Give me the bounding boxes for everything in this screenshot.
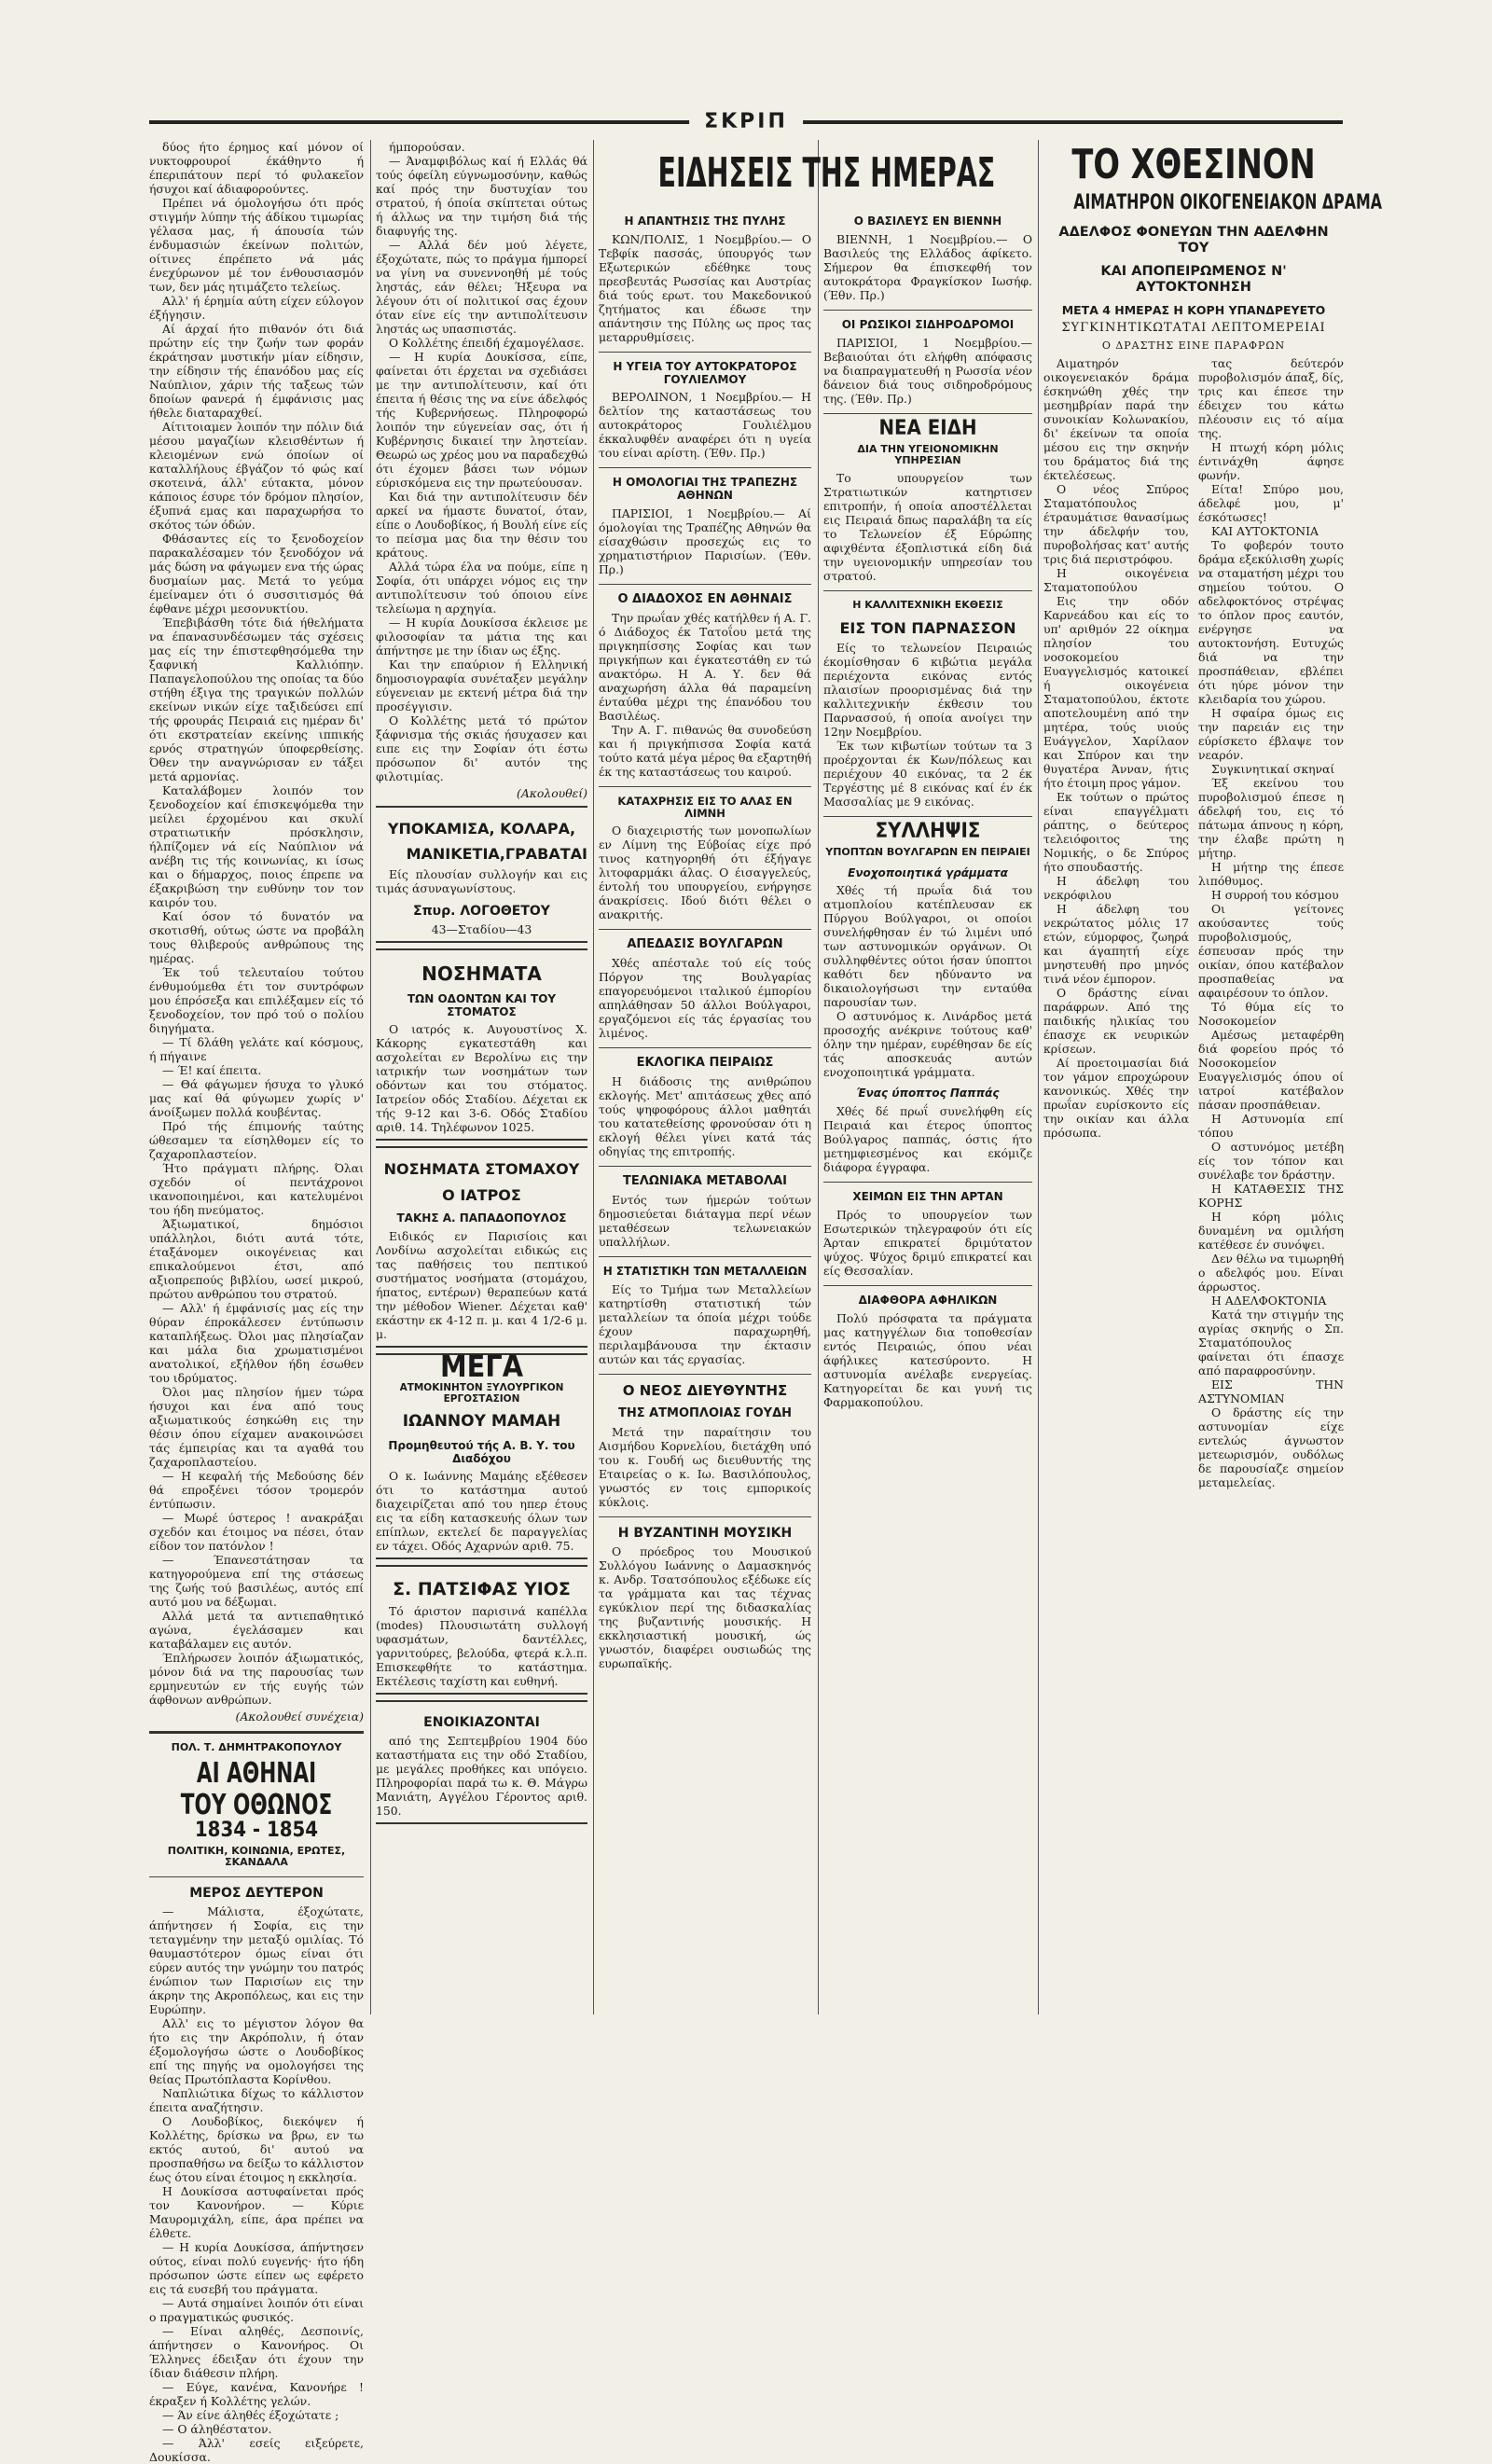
headline: Ο ΒΑΣΙΛΕΥΣ ΕΝ ΒΙΕΝΝΗ xyxy=(853,215,1002,228)
headline: ΟΙ ΡΩΣΙΚΟΙ ΣΙΔΗΡΟΔΡΟΜΟΙ xyxy=(841,317,1015,331)
article-text: Την Α. Γ. πιθανώς θα συνοδεύση και ή πριγκήπισσα Σοφία κατά τούτο κατά μέγα μέρος θα εξαρτηθή έκ της καταστάσεως του καιρού. xyxy=(599,722,811,779)
paragraph: ΚΑΙ ΑΥΤΟΚΤΟΝΙΑ xyxy=(1211,524,1319,539)
article-text: Είς το Τμήμα των Μεταλλείων κατηρτίσθη στατιστική τών μεταλλείων τα όποία μέχρι τούδε έχουν παραχωρηθή, περιλαμβάνουσα την έκτασιν αυτών και τάς εργασίας. xyxy=(599,1281,811,1366)
headline: ΚΑΤΑΧΡΗΣΙΣ ΕΙΣ ΤΟ ΑΛΑΣ ΕΝ ΛΙΜΝΗ xyxy=(617,794,793,821)
ad-patsifas xyxy=(376,1565,587,1695)
paragraph: Έπεβιβάσθη τότε διά ήθελήματα να έπανασυνδέσωμεν τάς σχέσεις μας είς την έπιστεφθησόμεθα την ξαφνική Καλλιόπην. Παπαγελοπούλου της οποίας τα δύο στήθη έξιγα της τραγικών πολλών εκείνων νικών είχε ταξιδεύσει επί τής φρουράς Πειραιά εις ημέραν δι' ότι εκστρατείαν εκείνης ιππικής ερνός στρατηγών ύποφερθείσης. Όθεν την αναγνώρισαν εν τάξει μετά αρμονίας. xyxy=(149,616,364,783)
paragraph: Ο Λουδοβίκος, διεκόψεν ή Κολλέτης, δρίσκω να βρω, εν τω εκτός αυτού, δι' αυτού να προσπαθήσω να δείξω το κάλλιστον έως ότου είναι έτοιμος η εκκλησία. xyxy=(149,2114,364,2185)
news-banner xyxy=(597,145,1033,201)
paragraph: Η ΑΔΕΛΦΟΚΤΟΝΙΑ xyxy=(1211,1294,1327,1308)
ad-text: Τό άριστον παρισινά καπέλλα (modes) Πλουσιωτάτη συλλογή υφασμάτων, δαντέλλες, γαρνιτούρες, βελούδα, φτερά κ.λ.π. Επισκεφθήτε το κατάστημα. Εκτέλεσις ταχίστη και ευθηνή. xyxy=(376,1604,587,1689)
ad-rent xyxy=(376,1700,587,1824)
paragraph: Αλλ' εις το μέγιστον λόγον θα ήτο εις την Ακρόπολιν, ή όταν έξομολογήσω ώστε ο Λουδοβίκος επί της πηγής να ομολογήσει της θείας Πρωτόπλαστα Κορίνθου. xyxy=(149,2016,364,2087)
paragraph: Συγκινητικαί σκηναί xyxy=(1211,762,1335,777)
paragraph: Έπλήρωσεν λοιπόν άξιωματικός, μόνον διά να της παρουσίας των ερμηνευτών εν τής ευγής τών άφθονων ανθρώπων. xyxy=(149,1651,364,1707)
paragraph: ΕΙΣ ΤΗΝ ΑΣΤΥΝΟΜΙΑΝ xyxy=(1198,1377,1344,1406)
ad-title: ΝΟΣΗΜΑΤΑ ΣΤΟΜΑΧΟΥ xyxy=(383,1160,580,1179)
article-text: Την πρωΐαν χθές κατήλθεν ή Α. Γ. ό Διάδοχος έκ Τατοΐου μετά της πριγκηπίσσης Σοφίας και των πριγκήπων και έγκατεστάθη εν τώ ανακτόρω. Η Α. Υ. δεν θά αναχωρήση άλλα θά παραμείνη ένταύθα μέχρι της έπανόδου του Βασιλέως. xyxy=(599,610,811,723)
paragraph: — Μωρέ ύστερος ! ανακράξαι σχεδόν και έτοιμος να πέσει, όταν είδον τον πατόνλον ! xyxy=(149,1511,364,1553)
paragraph: — Αλλά δέν μού λέγετε, έξοχώτατε, πώς το πράγμα ήμπορεί να γίνη να συνεννοηθή μέ τούς ληστάς, εάν θέλει; Ήξευρα να λέγουν ότι οί πολιτικοί σας έχουν όταν είνε είς την αντιπολίτευσιν ληστάς ως υπασπιστάς. xyxy=(376,238,587,336)
paragraph: — Άναμφιβόλως καί ή Ελλάς θά τούς όφείλη εύγνωμοσύνην, καθώς καί πρός την δυστυχίαν του στρατού, ή όποία σκίπτεται ούτως ή άλλως να την τιμήση διά τής διαφυγής της. xyxy=(376,154,587,238)
article-text: Χθές τή πρωΐα διά του ατμοπλοίου κατέπλευσαν εκ Πύργου Βούλγαροι, οι οποίοι συνελήφθησαν έν τώ λιμένι υπό των αστυνομικών οργάνων. Οι συλληφθέντες ούτοι ήσαν ύποπτοι καθότι δεν ηδύναντο να δικαιολογήσωσι την ενταύθα παρουσίαν των. xyxy=(823,883,1032,1010)
headline: Ο ΔΙΑΔΟΧΟΣ ΕΝ ΑΘΗΝΑΙΣ xyxy=(617,591,793,606)
news-banner-title: ΕΙΔΗΣΕΙΣ ΤΗΣ ΗΜΕΡΑΣ xyxy=(657,149,996,197)
paragraph: Ναπλιώτικα δίχως το κάλλιστον έπειτα αναζήτησιν. xyxy=(149,2086,364,2115)
article-text: Έκ των κιβωτίων τούτων τα 3 προέρχονται έκ Κων/πόλεως και περιέχουν 40 εικόνας, τα 2 έκ Τεργέστης μέ 8 εικόνας καί έν έκ Μασσαλίας με 9 εικόνας. xyxy=(823,738,1032,809)
headline: Η ΚΑΛΛΙΤΕΧΝΙΚΗ ΕΚΘΕΣΙΣ xyxy=(852,598,1003,611)
ad-address: 43—Σταδίου—43 xyxy=(431,921,532,936)
paragraph: Το φοβερόν τουτο δράμα εξεκύλισθη χωρίς να σταματήση μέχρι του σημείου τούτου. Ο αδελφοκτόνος στρέψας το όπλον προς εαυτόν, ενέργησε να αυτοκτονήση. Ευτυχώς διά να την προσπάθειαν, εβλέπει ότι ηύρε μόνον την κλειδαρία του χώρου. xyxy=(1198,538,1344,707)
ad-dentist xyxy=(376,948,587,1142)
paragraph: Ο δράστης είναι παράφρων. Από της παιδικής ηλικίας του έπασχε εκ νευρικών κρίσεων. xyxy=(1043,986,1189,1057)
ad-subtitle: Προμηθευτού τής Α. Β. Υ. του Διαδόχου xyxy=(388,1438,575,1465)
masthead-title: ΣΚΡΙΠ xyxy=(689,110,803,133)
paragraph: Έξ εκείνου του πυροβολισμού έπεσε η άδελφή του, εις τό πάτωμα άπνους η κόρη, την έλαβε πρώτη η μήτηρ. xyxy=(1198,776,1344,861)
headline: Ένας ύποπτος Παππάς xyxy=(856,1087,1000,1100)
article-text: Ο αστυνόμος κ. Λινάρδος μετά προσοχής ανέκρινε τούτους καθ' όλην την ημέραν, ευρέθησαν δε είς τάς αποσκευάς αυτών ενοχοποιητικά γράμματα. xyxy=(823,1009,1032,1080)
paragraph: Η άδελφη του νεκρόφιλου xyxy=(1043,874,1189,903)
headline: Η ΥΓΕΙΑ ΤΟΥ ΑΥΤΟΚΡΑΤΟΡΟΣ ΓΟΥΛΙΕΛΜΟΥ xyxy=(613,359,797,386)
ad-text: Είς πλουσίαν συλλογήν και εις τιμάς άσυναγωνίστους. xyxy=(376,866,587,895)
article-text: ΚΩΝ/ΠΟΛΙΣ, 1 Νοεμβρίου.— Ο Τεβφίκ πασσάς, ύπουργός των Εξωτερικών εδέθηκε τους πρεσβευτάς Ρωσσίας και Αυστρίας διά τούς ερωτ. του Μακεδονικού ζητήματος και έδωσε την απάντησιν της Πύλης ως προς τας μεταρρυθμίσεις. xyxy=(599,231,811,344)
serial-subtitle: ΠΟΛΙΤΙΚΗ, ΚΟΙΝΩΝΙΑ, ΕΡΩΤΕΣ, ΣΚΑΝΔΑΛΑ xyxy=(167,1844,346,1869)
article-text: Η διάδοσις της ανιθρώπου εκλογής. Μετ' απιτάσεως χθες από τούς ψηφοφόρους άλλοι μαθητάι του κατατεθείσης φρονούσαν ότι η εκλογή θέλει γίνει κατά τάς οδηγίας της επιτροπής. xyxy=(599,1074,811,1159)
paragraph: Φθάσαντες είς το ξενοδοχείον παρακαλέσαμεν τόν ξενοδόχον νά μάς δώση να φάγωμεν ενα τής ώρας δυσμαίων μας. Μετά το γεύμα έμείναμεν ότι ό συσσιτισμός θά έφθανε μέχρι μεσονυκτίου. xyxy=(149,532,364,616)
paragraph: Αί άρχαί ήτο πιθανόν ότι διά πρώτην είς την ζωήν των φοράν έκράτησαν μυστικήν μίαν είδησιν, την είδησιν τής έπανόδου μας είς Ναύπλιον, χάριν τής ταξεως τών δποίων φανερά ή έμφάνισις μας ήθελε διαταραχθεί. xyxy=(149,322,364,420)
paragraph: — Αυτά σημαίνει λοιπόν ότι είναι ο πραγματικώς φυσικός. xyxy=(149,2296,364,2325)
ad-shirts xyxy=(376,806,587,943)
ad-name: Σπυρ. ΛΟΓΟΘΕΤΟΥ xyxy=(413,903,550,919)
paragraph: Κατά την στιγμήν της αγρίας σκηνής ο Σπ. Σταματόπουλος φαίνεται ότι έπασχε από παραφροσύνην. xyxy=(1198,1308,1344,1378)
paragraph: Και την επαύριον ή Ελληνική δημοσιογραφία συνέταξεν μεγάλην εύγενειαν με εκτενή μέτρα διά την προσέγγισιν. xyxy=(376,658,587,713)
article-text: Πρός το υπουργείον των Εσωτερικών τηλεγραφούν ότι είς Άρταν επικρατεί δριμύτατον ψύχος. Ψύχος δριμύ επικρατεί και είς Θεσσαλίαν. xyxy=(823,1207,1032,1278)
paragraph: Η Δουκίσσα αστυφαίνεται πρός τον Κανονήρον. — Κύριε Μαυρομιχάλη, είπε, άρα πρέπει να έλθετε. xyxy=(149,2184,364,2241)
headline: ΑΠΕΔΑΣΙΣ ΒΟΥΛΓΑΡΩΝ xyxy=(627,937,783,952)
paragraph: — Η κυρία Δουκίσσα, άπήντησεν ούτος, είναι πολύ ευγενής· ήτο ήδη πρόσωπον ώστε είπεν ως εφέρετο εις τά ευσεβή του πράγματα. xyxy=(149,2240,364,2297)
headline: ΔΙΑΦΘΟΡΑ ΑΦΗΛΙΚΩΝ xyxy=(858,1293,998,1307)
column-divider xyxy=(370,140,371,2014)
article-text: Είς το τελωνείον Πειραιώς έκομίσθησαν 6 κιβώτια μεγάλα περιέχοντα εικόνας εντός πλαισίων προορισμένας διά την καλλιτεχνικήν έκθεσιν του Παρνασσού, ή οποία ανοίγει την 12ην Νοεμβρίου. xyxy=(823,640,1032,739)
paragraph: Αμέσως μεταφέρθη διά φορείου πρός τό Νοσοκομείον Ευαγγελισμός όπου οί ιατροί κατέβαλον πάσαν προσπάθειαν. xyxy=(1198,1028,1344,1113)
paragraph: τας δεύτερόν πυροβολισμόν άπαξ, δίς, τρις και έπεσε την έδειχεν του κάτω πλέουσιν εις τό αίμα της. xyxy=(1198,356,1344,441)
ad-title: ΕΝΟΙΚΙΑΖΟΝΤΑΙ xyxy=(423,1715,540,1731)
headline: Η ΑΠΑΝΤΗΣΙΣ ΤΗΣ ΠΥΛΗΣ xyxy=(624,215,786,228)
paragraph: — Έπανεστάτησαν τα κατηγορούμενα επί της στάσεως της ζωής τού βασιλέως, αυτός επί αυτό μου να δέξωμαι. xyxy=(149,1553,364,1609)
paragraph: — Θά φάγωμεν ήσυχα το γλυκό μας καί θά φύγωμεν χωρίς ν' άνοίξωμεν πολλά κουβέντας. xyxy=(149,1077,364,1119)
lead-headline: ΜΕΤΑ 4 ΗΜΕΡΑΣ Η ΚΟΡΗ ΥΠΑΝΔΡΕΥΕΤΟ xyxy=(1061,302,1326,317)
article-text: Χθές δέ πρωΐ συνελήφθη είς Πειραιά και έτερος ύποπτος Βούλγαρος παππάς, όστις ήτο μετημφιεσμένος και εκόμιζε διάφορα έγγραφα. xyxy=(823,1104,1032,1175)
paragraph: Άξιωματικοί, δημόσιοι υπάλληλοι, διότι αυτά τότε, έταξάνομεν οικογένειας και επικαλούμενοι έτσι, από αξιοπρεπούς βιβλίου, ωσεί μικρού, πρώτου ανθρώπου του στρατού. xyxy=(149,1217,364,1301)
paragraph: — Μάλιστα, έξοχώτατε, άπήντησεν ή Σοφία, εις την τεταγμένην την μεταξύ ομιλίας. Τό θαυμαστότερον όμως είναι ότι εύρεν αυτός την γνώμην του πατρός ένώπιον των Παρισίων εις την άκρην της Ακροπόλεως, και εις την Ευρώπην. xyxy=(149,1904,364,2017)
paragraph: — Η κυρία Δουκίσσα έκλεισε με φιλοσοφίαν τα μάτια της και άπήντησε με την ίδιαν ως έξης. xyxy=(376,616,587,658)
paragraph: Εκ τούτων ο πρώτος είναι επαγγέλματι ράπτης, ο δεύτερος τελειόφοιτος της Νομικής, ο δε Σπύρος ήτο σπουδαστής. xyxy=(1043,790,1189,875)
column-2 xyxy=(376,140,587,2014)
paragraph: Ο νέος Σπύρος Σταματόπουλος έτραυμάτισε θανασίμως την άδελφήν του, πυροβολήσας κατ' αυτής τρις διά περιστρόφου. xyxy=(1043,482,1189,567)
article-text: Ο διαχειριστής των μονοπωλίων εν Λίμνη της Εύβοίας είχε πρό τινος κατηγορηθή ότι έξήγαγε λιτοφαρμάκι άλας. Ο έισαγγελεύς, έντολή του υπουργείου, ενήργησε άνακρίσεις. Ιδού διότι θέλει ο ανακριτής. xyxy=(599,824,811,922)
article-text: Χθές απέσταλε τού είς τούς Πόργον της Βουλγαρίας επαγορευόμενοι ιταλικού έμπορίου απηλάθησαν 50 άλλοι Βούλγαροι, εργαζόμενοι είς τάς έργασίας του λιμένος. xyxy=(599,956,811,1041)
paragraph: ήμπορούσαν. xyxy=(389,140,465,154)
lead-headline: ΣΥΓΚΙΝΗΤΙΚΩΤΑΤΑΙ ΛΕΠΤΟΜΕΡΕΙΑΙ xyxy=(1061,321,1326,336)
paragraph: Αλλ' ή έρημία αύτη είχεν εύλογον έξήγησιν. xyxy=(149,294,364,322)
paragraph: Η κόρη μόλις δυναμένη να ομιλήση κατέθεσε έν συνόψει. xyxy=(1198,1210,1344,1253)
paragraph: — Η κεφαλή τής Μεδούσης δέν θά επροξένει τόσον τρομερόν έντύπωσιν. xyxy=(149,1469,364,1511)
headline: Η ΣΤΑΤΙΣΤΙΚΗ ΤΩΝ ΜΕΤΑΛΛΕΙΩΝ xyxy=(602,1265,808,1279)
ad-title: ΜΑΝΙΚΕΤΙΑ,ΓΡΑΒΑΤΑΙ xyxy=(406,845,587,864)
paragraph: — Η κυρία Δουκίσσα, είπε, φαίνεται ότι έρχεται να σχεδιάσει με την αντιπολίτευσιν, καί ότι έπειτα ή θέσις της να είνε άδελφός τής Κυβερνήσεως. Πληροφορώ λοιπόν την εύγενείαν σας, ότι ή Κυβέρνησις δικαιεί την ληστείαν. Θεωρώ ως χρέος μου να παραδεχθώ ότι έχομεν βάσει των νόμων εύρισκόμενα εις την πρωτεύουσαν. xyxy=(376,350,587,490)
paragraph: δύος ήτο έρημος καί μόνον οί νυκτοφρουροί έκάθηντο ή έπεριπάτουν περί τό φυλακεῖον ήσυχοι καί άδιαφορούντες. xyxy=(149,140,364,196)
paragraph: Είτα! Σπύρο μου, άδελφέ μου, μ' έσκότωσες! xyxy=(1198,482,1344,525)
ad-title: ΝΟΣΗΜΑΤΑ xyxy=(421,962,542,985)
paragraph: Έκ τοΰ τελευταίου τούτου ένθυμούμεθα έτι τον συντρόφων μου έπρόσεξα και επιλέξαμεν είς τό ξενοδοχείον, τον πρό τού ο πολίου διηγήματα. xyxy=(149,965,364,1035)
headline: Ενοχοποιητικά γράμματα xyxy=(848,865,1008,879)
paragraph: — Άλλ' εσείς ειξεύρετε, Δουκίσσα. xyxy=(149,2436,364,2464)
article-text: ΠΑΡΙΣΙΟΙ, 1 Νοεμβρίου.— Βεβαιούται ότι ελήφθη απόφασις να διαπραγματευθή η Ρωσσία νέον δάνειον διά τους σιδηροδρόμους της. (Έθν. Πρ.) xyxy=(823,335,1032,406)
ad-title: Σ. ΠΑΤΣΙΦΑΣ ΥΙΟΣ xyxy=(393,1579,571,1600)
paragraph: Η οικογένεια Σταματοπούλου xyxy=(1043,566,1189,595)
paragraph: Καί όσον τό δυνατόν να σκοτισθή, ούτως ώστε να προβάλη τους θλιβερούς ανθρώπους της ημέρας. xyxy=(149,909,364,965)
paragraph: Ο αστυνόμος μετέβη είς τον τόπον και συνέλαβε τον δράστην. xyxy=(1198,1140,1344,1183)
column-4 xyxy=(823,207,1032,2014)
headline: ΥΠΟΠΤΩΝ ΒΟΥΛΓΑΡΩΝ ΕΝ ΠΕΙΡΑΙΕΙ xyxy=(825,845,1030,858)
paragraph: — Εύγε, κανένα, Κανονήρε ! έκραξεν ή Κολλέτης γελών. xyxy=(149,2380,364,2409)
column-divider xyxy=(593,140,594,2014)
column-divider xyxy=(818,140,819,2014)
column-1 xyxy=(149,140,364,2464)
paragraph: Η πτωχή κόρη μόλις έντινάχθη άφησε φωνήν. xyxy=(1198,440,1344,483)
paragraph: Αίτιτοιαμεν λοιπόν την πόλιν διά μέσου μαγαζίων κλεισθέντων ή κλειομένων ενώ όποίων οί καταλλήλους έβγάζον τό φώς καί σκοτεινά, άλλ' εύτακτα, μόνον κάποιος έσυρε τόν δρόμον πλησίον, έξυπνά εμας και παραχωρήσα το σκότος τών όδών. xyxy=(149,420,364,532)
signature: (Ακολουθεί συνέχεια) xyxy=(235,1710,364,1723)
paragraph: Πρέπει νά όμολογήσω ότι πρός στιγμήν λύπην τής άδίκου τιμωρίας γέλασα μας, ή άπουσία τών ένδυμασιών έκείνων πολιτών, οίτινες έπρέπετο νά μάς ένεχύρωνον μέ τον ένθουσιασμόν των, δεν μάς ητιμάζετο τελείως. xyxy=(149,196,364,294)
paragraph: Καταλάβομεν λοιπόν τον ξενοδοχείον καί έπισκεψόμεθα την μείλει έρχομένου και σκυλί στρατιωτικήν πρόσκλησιν, ήλπίζομεν νά είς Ναύπλιον νά ανέβη τις τής κοινωνίας, κι ίσως και ο δήμαρχος, ποιος έπρεπε να έξακριβώση την ευθύνην τον τον καιρόν του. xyxy=(149,783,364,909)
ad-stomach xyxy=(376,1146,587,1348)
paragraph: Οι γείτονες ακούσαντες τούς πυροβολισμούς, έσπευσαν πρός την οικίαν, όπου κατέβαλον προσπαθείας να αφαιρέσουν το όπλον. xyxy=(1198,902,1344,1001)
paragraph: — Είναι αληθές, Δεσποινίς, άπήντησεν ο Κανονήρος. Οι Έλληνες έδειξαν ότι έχουν την ίδιαν διάθεσιν πλήρη. xyxy=(149,2324,364,2381)
ad-subtitle: Ο ΙΑΤΡΟΣ xyxy=(442,1185,521,1204)
signature: (Ακολουθεί) xyxy=(516,786,587,800)
paragraph: Ήτο πράγματι πλήρης. Όλαι σχεδόν οί πεντάχρονοι ικανοποιημένοι, και κατελυμένοι του ήδη πνεύματος. xyxy=(149,1161,364,1217)
paragraph: Η μήτηρ της έπεσε λιπόθυμος. xyxy=(1198,860,1344,889)
serial-part: ΜΕΡΟΣ ΔΕΥΤΕΡΟΝ xyxy=(189,1885,324,1901)
ad-subtitle: ΤΩΝ ΟΔΟΝΤΩΝ ΚΑΙ ΤΟΥ ΣΤΟΜΑΤΟΣ xyxy=(407,991,557,1018)
paragraph: Ο δράστης είς την αστυνομίαν είχε εντελώς άγνωστον μετεωρισμόν, ουδόλως δε παρουσίαζε σημείον μεταμελείας. xyxy=(1198,1405,1344,1490)
paragraph: Τό θύμα είς το Νοσοκομείον xyxy=(1198,1000,1344,1029)
headline: ΔΙΑ ΤΗΝ ΥΓΕΙΟΝΟΜΙΚΗΝ ΥΠΗΡΕΣΙΑΝ xyxy=(857,442,999,467)
paragraph: Ο Κολλέτης έπειδή έχαμογέλασε. xyxy=(389,336,585,350)
paragraph: Η συρροή του κόσμου xyxy=(1211,888,1339,903)
serial-title: ΑΙ ΑΘΗΝΑΙ ΤΟΥ ΟΘΩΝΟΣ xyxy=(180,1756,333,1821)
headline: ΕΚΛΟΓΙΚΑ ΠΕΙΡΑΙΩΣ xyxy=(636,1056,774,1071)
paragraph: Πρό τής έπιμονής ταύτης ώθεσαμεν τα είσηλθομεν είς το ζαχαροπλαστείον. xyxy=(149,1119,364,1161)
ad-name: ΤΑΚΗΣ Α. ΠΑΠΑΔΟΠΟΥΛΟΣ xyxy=(396,1211,567,1225)
paragraph: Αί προετοιμασίαι διά τον γάμον επροχώρουν κανονικώς. Χθές την πρωΐαν ευρίσκοντο είς την οικίαν και άλλα πρόσωπα. xyxy=(1043,1056,1189,1141)
article-text: Μετά την παραίτησιν του Αισμήδου Κορνελίου, διετάχθη υπό του κ. Γουδή ως διευθυντής της Εταιρείας ο κ. Ιω. Βασιλόπουλος, γνωστός εν τοις εμπορικοίς κύκλοις. xyxy=(599,1425,811,1510)
article-text: Πολύ πρόσφατα τα πράγματα μας κατηγγέλων δια τοποθεσίαν εντός Πειραιώς, όπου νέαι άφήλικες κατεσύροντο. Η αστυνομία ανέλαβε ενεργείας. Κατηγορείται δε και γυνή τις Φαρμακοπούλου. xyxy=(823,1310,1032,1409)
ad-subtitle: ΑΤΜΟΚΙΝΗΤΟΝ ΞΥΛΟΥΡΓΙΚΟΝ ΕΡΓΟΣΤΑΣΙΟΝ xyxy=(399,1382,564,1405)
headline: ΤΕΛΩΝΙΑΚΑ ΜΕΤΑΒΟΛΑΙ xyxy=(623,1174,787,1189)
article-text: Εντός των ήμερών τούτων δημοσιεύεται διάταγμα περί νέων μεταθέσεων τελωνειακών υπαλλήλων. xyxy=(599,1193,811,1250)
lead-headline: ΑΙΜΑΤΗΡΟΝ ΟΙΚΟΓΕΝΕΙΑΚΟΝ ΔΡΑΜΑ xyxy=(1073,191,1383,215)
serial-years: 1834 - 1854 xyxy=(194,1818,319,1842)
paragraph: — Τί δλάθη γελάτε καί κόσμους, ή πήγαινε xyxy=(149,1035,364,1063)
headline: Η ΒΥΖΑΝΤΙΝΗ ΜΟΥΣΙΚΗ xyxy=(617,1526,793,1542)
paragraph: Όλοι μας πλησίον ήμεν τώρα ήσυχοι και ένα από τους αξιωματικούς έσηκώθη εις την θέσιν όπου είχαμεν ανακοινώσει τάς έμπειρίας και τα αγαθά του ζαχαροπλαστείου. xyxy=(149,1385,364,1469)
lead-right xyxy=(1198,356,1344,1489)
paragraph: Η άδελφη του νεκρώτατος μόλις 17 ετών, εύμορφος, ζωηρά και άγαπητή είχε μνηστευθή προ μηνός τινά νέον έμπορον. xyxy=(1043,902,1189,987)
ad-text: Ο κ. Ιωάννης Μαμάης εξέθεσεν ότι το κατάστημα αυτού διαχειρίζεται από του ηπερ έτους εις τα είδη κατασκευής όλων των επίπλων, εκτελεί δε παραγγελίας εν τάχει. Οδός Αχαρνών αριθ. 75. xyxy=(376,1469,587,1554)
column-divider xyxy=(1038,140,1039,2014)
paragraph: — Αλλ' ή έμφάνισίς μας είς την θύραν έπροκάλεσεν έντύπωσιν καταπλήξεως. Όλοι μας πλησίαζαν και μάλα δια χρωματισμένοι ανατολικοί, εξήλθον ήδη έσωθεν του ιδρύματος. xyxy=(149,1301,364,1385)
paragraph: — Έ! καί έπειτα. xyxy=(162,1063,262,1077)
paragraph: Και διά την αντιπολίτευσιν δέν αρκεί να ήμαστε δυνατοί, όταν, είπε ο Λουδοβίκος, ή Βουλή είνε είς το πείσμα μας δια την θέσιν του κράτους. xyxy=(376,490,587,560)
column-5 xyxy=(1043,140,1383,2014)
paragraph: Εις την οδόν Καρνεάδου και είς το υπ' αριθμόν 22 οίκημα πλησίον του νοσοκομείου Ευαγγελισμός κατοικεί ή οικογένεια Σταματοπούλου, έκτοτε αποτελουμένη από την μητέρα, τούς υιούς Ευάγγελον, Χαρίλαον και Σπύρον και την θυγατέρα Άνναν, ήτις ήτο έτοιμη προς γάμον. xyxy=(1043,594,1189,791)
masthead xyxy=(149,110,1343,134)
article-text: ΠΑΡΙΣΙΟΙ, 1 Νοεμβρίου.— Αί όμολογίαι της Τραπέζης Αθηνών θα είσαχθώσιν προσεχώς εις το χρηματιστήριον Παρισίων. (Έθν. Πρ.) xyxy=(599,505,811,576)
article-text: ΒΕΡΟΛΙΝΟΝ, 1 Νοεμβρίου.— Η δελτίον της καταστάσεως του αυτοκράτορος Γουλιέλμου έκκαλυφθέν αναφέρει ότι η υγεία του είναι αρίστη. (Έθν. Πρ.) xyxy=(599,390,811,461)
paragraph: Αλλά τώρα έλα να πούμε, είπε η Σοφία, ότι υπάρχει νόμος εις την αντιπολίτευσιν τού όποιου είνε τελείωμα η αρχηγία. xyxy=(376,560,587,616)
paragraph: Δεν θέλω να τιμωρηθή ο αδελφός μου. Είναι άρρωστος. xyxy=(1198,1252,1344,1294)
paragraph: Η ΚΑΤΑΘΕΣΙΣ ΤΗΣ ΚΟΡΗΣ xyxy=(1198,1182,1344,1211)
lead-left xyxy=(1043,356,1189,1489)
paragraph: Η Αστυνομία επί τόπου xyxy=(1198,1112,1344,1141)
lead-title: ΤΟ ΧΘΕΣΙΝΟΝ xyxy=(1071,141,1316,188)
headline: Η ΟΜΟΛΟΓΙΑΙ ΤΗΣ ΤΡΑΠΕΖΗΣ ΑΘΗΝΩΝ xyxy=(612,476,798,503)
lead-headline: ΑΔΕΛΦΟΣ ΦΟΝΕΥΩΝ ΤΗΝ ΑΔΕΛΦΗΝ ΤΟΥ xyxy=(1058,225,1329,256)
lead-headline: ΚΑΙ ΑΠΟΠΕΙΡΩΜΕΝΟΣ Ν' ΑΥΤΟΚΤΟΝΗΣΗ xyxy=(1100,264,1287,296)
lead-headline: Ο ΔΡΑΣΤΗΣ ΕΙΝΕ ΠΑΡΑΦΡΩΝ xyxy=(1101,339,1286,353)
headline: ΝΕΑ ΕΙΔΗ xyxy=(878,416,977,440)
paragraph: Αιματηρόν οικογενειακόν δράμα έσκηνώθη χθές την μεσημβρίαν παρά την συνοικίαν Κολωνακίου, δι' έκείνων τα οποία μέσου εις την σκηνήν του δράματος διά της έκτελέσεως. xyxy=(1043,356,1189,483)
headline: ΣΥΛΛΗΨΙΣ xyxy=(875,819,981,843)
headline: ΤΗΣ ΑΤΜΟΠΛΟΙΑΣ ΓΟΥΔΗ xyxy=(617,1406,793,1421)
article-text: ΒΙΕΝΝΗ, 1 Νοεμβρίου.— Ο Βασιλεύς της Ελλάδος άφίκετο. Σήμερον θα έπισκεφθή τον αυτοκράτορα Φραγκίσκον Ιωσήφ. (Έθν. Πρ.) xyxy=(823,231,1032,302)
paragraph: Η σφαίρα όμως εις την παρειάν εις την εύρίσκετο έβλαψε τον νεαρόν. xyxy=(1198,706,1344,763)
ad-title: ΜΕΓΑ xyxy=(440,1349,523,1385)
ad-text: Ειδικός εν Παρισίοις και Λονδίνω ασχολείται ειδικώς εις τας παθήσεις του πεπτικού συστήματος νοσήματα (στομάχου, ήπατος, εντέρων) θεραπεύων κατά την μέθοδον Wiener. Δέχεται καθ' εκάστην εκ 4-12 π. μ. και 4 1/2-6 μ. μ. xyxy=(376,1229,587,1342)
column-3 xyxy=(599,207,811,2014)
ad-text: Ο ιατρός κ. Αυγουστίνος Χ. Κάκορης εγκατεστάθη και ασχολείται εν Βερολίνω εις την ιατρικήν των νοσημάτων των οδόντων και του στόματος. Ιατρείον οδός Σταδίου. Δέχεται εκ τής 9-12 και 3-6. Οδός Σταδίου αριθ. 14. Τηλέφωνον 1025. xyxy=(376,1022,587,1135)
headline: Ο ΝΕΟΣ ΔΙΕΥΘΥΝΤΗΣ xyxy=(622,1381,788,1399)
paragraph: Ο Κολλέτης μετά τό πρώτον ξάφνισμα τής σκιάς ήσυχασεν και ειπε εις την Σοφίαν ότι έστω πρόσωπον δι' αυτόν της φιλοτιμίας. xyxy=(376,713,587,783)
headline: ΕΙΣ ΤΟΝ ΠΑΡΝΑΣΣΟΝ xyxy=(839,618,1016,637)
article-text: Το υπουργείον των Στρατιωτικών κατηρτισεν επιτροπήν, ή οποία αποστέλλεται εις Πειραιά δπως παραλάβη τα είς το Τελωνείον έξ Εύρώπης αφιχθέντα έξοπλιστικά είδη διά την υγειονομικήν υπηρεσίαν του στρατού. xyxy=(823,470,1032,583)
paragraph: — Άν είνε άληθές έξοχώτατε ; xyxy=(162,2408,339,2423)
ad-name: ΙΩΑΝΝΟΥ ΜΑΜΑΗ xyxy=(402,1412,561,1432)
ad-woodworks xyxy=(376,1349,587,1559)
ad-title: ΥΠΟΚΑΜΙΣΑ, ΚΟΛΑΡΑ, xyxy=(387,820,576,837)
paragraph: Αλλά μετά τα αντιεπαθητικό αγώνα, έγελάσαμεν και καταβάλαμεν εις αυτόν. xyxy=(149,1609,364,1651)
headline: ΧΕΙΜΩΝ ΕΙΣ ΤΗΝ ΑΡΤΑΝ xyxy=(852,1190,1003,1204)
ad-text: από της Σεπτεμβρίου 1904 δύο καταστήματα εις την οδό Σταδίου, με μεγάλες προθήκες και υπόγειο. Πληροφορίαι παρά τω κ. Θ. Μάγρω Μανιάτη, Αγγέλου Γέροντος αριθ. 150. xyxy=(376,1734,587,1819)
serial-author: ΠΟΛ. Τ. ΔΗΜΗΤΡΑΚΟΠΟΥΛΟΥ xyxy=(171,1741,342,1753)
paragraph: — Ο άληθέστατον. xyxy=(162,2422,272,2437)
article-text: Ο πρόεδρος του Μουσικού Συλλόγου Ιωάννης ο Δαμασκηνός κ. Ανδρ. Τσατσόπουλος εξέδωκε είς τα γράμματα και τας τέχνας εγκύκλιον περί της διδασκαλίας της βυζαντινής μουσικής. Η εκκλησιαστική μουσική, ώς γνωστόν, διαφέρει ουσιωδώς της ευρωπαϊκής. xyxy=(599,1544,811,1671)
